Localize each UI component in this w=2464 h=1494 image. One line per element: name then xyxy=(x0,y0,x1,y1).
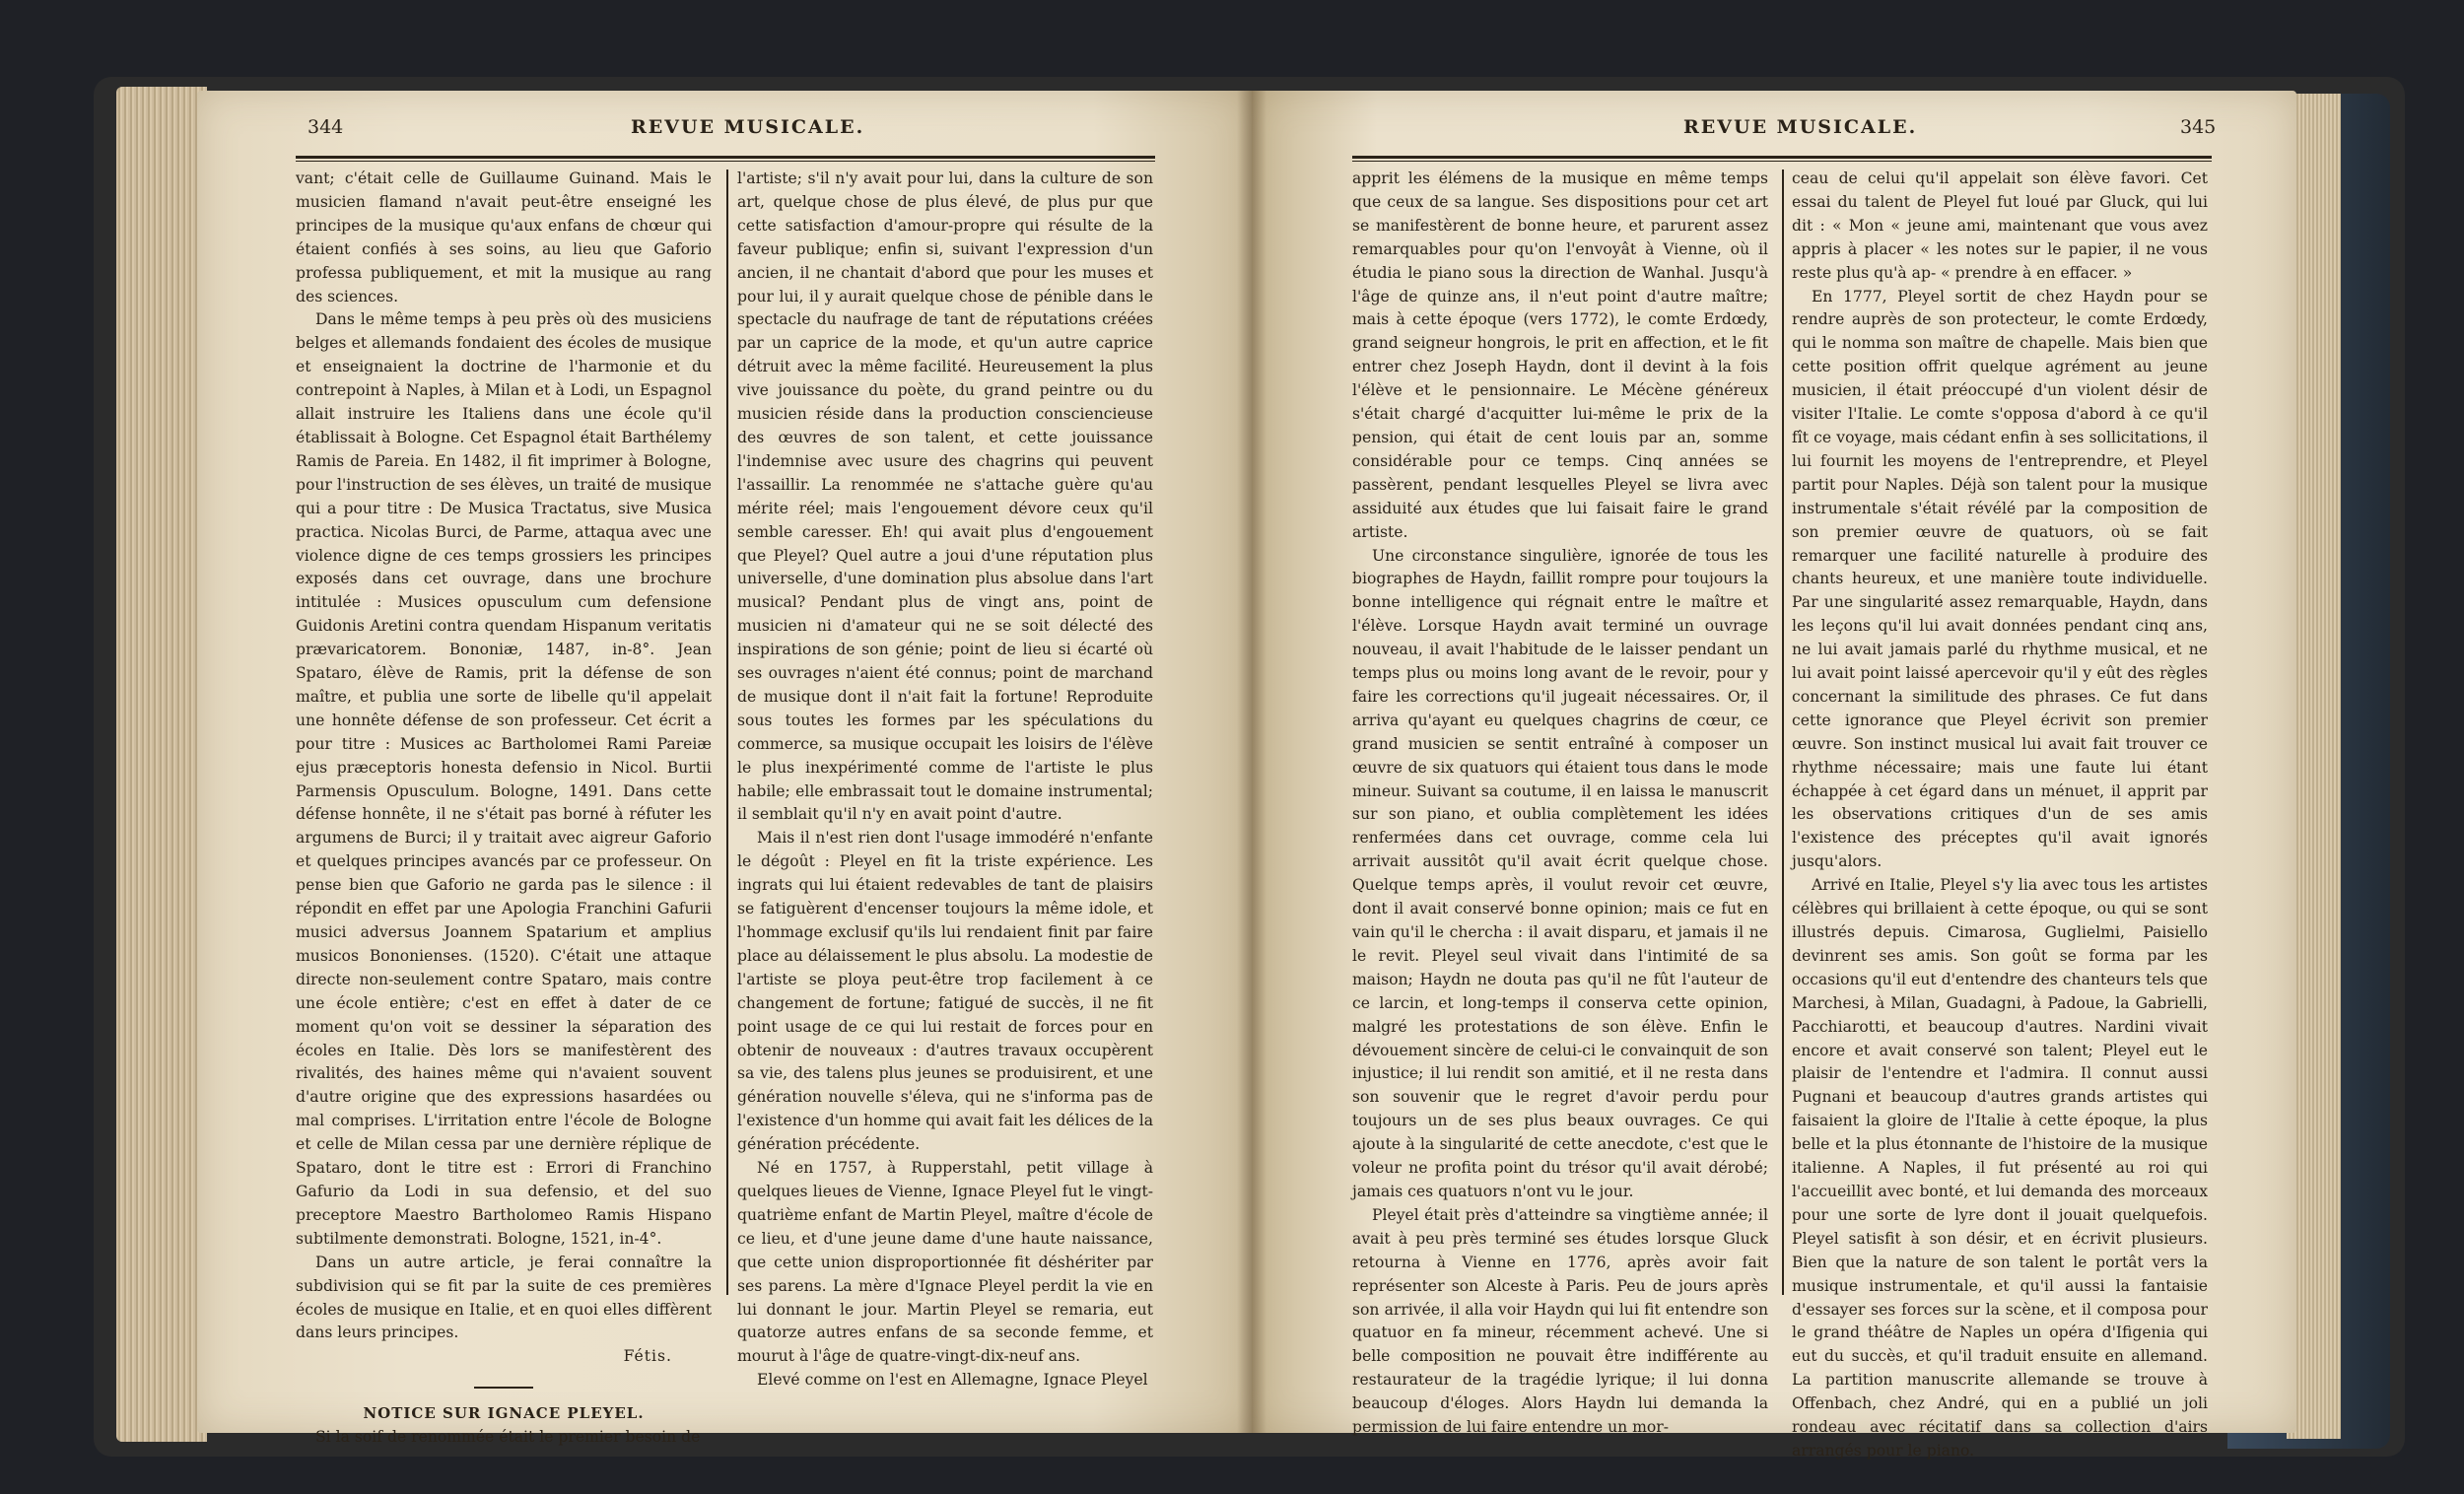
paragraph: Si la soif de renommée était le premier besoin de xyxy=(315,1428,701,1447)
paragraph: vant; c'était celle de Guillaume Guinand. Mais le musicien flamand n'avait peut-être enseigné les principes de la musique qu'aux enfans de chœur qui étaient confiés à ses soins, au lieu que Gaforio professa publiquement, et mit la musique au rang des sciences. xyxy=(296,170,712,306)
paragraph: Mais il n'est rien dont l'usage immodéré n'enfante le dégoût : Pleyel en fit la triste expérience. Les ingrats qui lui étaient redevables de tant de plaisirs se fatiguèrent d'encenser toujours la même idole, et l'hommage exclusif qu'ils lui rendaient finit par faire place au délaissement le plus absolu. La modestie de l'artiste se ploya peut-être trop facilement à ce changement de fortune; fatigué de succès, il ne fit point usage de ce qui lui restait de forces pour en obtenir de nouveaux : d'autres travaux occupèrent sa vie, des talens plus jeunes se produisirent, et une génération nouvelle s'éleva, qui ne s'informa pas de l'existence d'un homme qui avait fait les délices de la génération précédente. xyxy=(737,829,1153,1154)
page-edges-left xyxy=(116,87,207,1442)
right-column-1 xyxy=(1352,168,1768,1440)
paragraph: ceau de celui qu'il appelait son élève favori. Cet essai du talent de Pleyel fut loué par Gluck, qui lui dit : « Mon « jeune ami, maintenant que vous avez appris à placer « les notes sur le papier, il ne vous reste plus qu'à ap- « prendre à en effacer. » xyxy=(1792,170,2208,282)
right-column-2 xyxy=(1792,168,2208,1463)
left-column-separator xyxy=(726,170,728,1295)
author-signature: Fétis. xyxy=(623,1347,672,1366)
left-column-1 xyxy=(296,168,712,1450)
paragraph: Dans un autre article, je ferai connaître la subdivision qui se fit par la suite de ces premières écoles de musique en Italie, et en quoi elles diffèrent dans leurs principes. xyxy=(296,1253,712,1342)
paragraph: Elevé comme on l'est en Allemagne, Ignace Pleyel xyxy=(757,1371,1148,1390)
paragraph: l'artiste; s'il n'y avait pour lui, dans la culture de son art, quelque chose de plus élevé, de plus pur que cette satisfaction d'amour-propre qui résulte de la faveur publique; enfin si, suivant l'expression d'un ancien, il ne chantait d'abord que pour les muses et pour lui, il y aurait quelque chose de pénible dans le spectacle du naufrage de tant de réputations créées par un caprice de la mode, et qu'un autre caprice détruit avec la même facilité. Heureusement la plus vive jouissance du poète, du grand peintre ou du musicien réside dans la production consciencieuse des œuvres de son talent, et cette jouissance l'indemnise avec usure des chagrins qui peuvent l'assaillir. La renommée ne s'attache guère qu'au mérite réel; mais l'engouement dévore ceux qu'il semble caresser. Eh! qui avait plus d'engouement que Pleyel? Quel autre a joui d'une réputation plus universelle, d'une domination plus absolue dans l'art musical? Pendant plus de vingt ans, point de musicien ni d'amateur qui ne se soit délecté des inspirations de son génie; point de lieu si écarté où ses ouvrages n'aient été connus; point de marchand de musique dont il n'ait fait la fortune! Reproduite sous toutes les formes par les spéculations du commerce, sa musique occupait les loisirs de l'élève le plus inexpérimenté comme de l'artiste le plus habile; elle embrassait tout le domaine instrumental; il semblait qu'il n'y en avait point d'autre. xyxy=(737,170,1153,824)
right-column-separator xyxy=(1782,170,1784,1295)
paragraph: Pleyel était près d'atteindre sa vingtième année; il avait à peu près terminé ses études lorsque Gluck retourna à Vienne en 1776, après avoir fait représenter son Alceste à Paris. Peu de jours après son arrivée, il alla voir Haydn qui lui fit entendre son quatuor en fa mineur, récemment achevé. Une si belle composition ne pouvait être indifférente au restaurateur de la tragédie lyrique; il lui donna beaucoup d'éloges. Alors Haydn lui demanda la permission de lui faire entendre un mor- xyxy=(1352,1205,1768,1437)
paragraph: Arrivé en Italie, Pleyel s'y lia avec tous les artistes célèbres qui brillaient à cette époque, ou qui se sont illustrés depuis. Cimarosa, Guglielmi, Paisiello devinrent ses amis. Son goût se forma par les occasions qu'il eut d'entendre des chanteurs tels que Marchesi, à Milan, Guadagni, à Padoue, la Gabrielli, Pacchiarotti, et beaucoup d'autres. Nardini vivait encore et avait conservé son talent; Pleyel eut le plaisir de l'entendre et l'admira. Il connut aussi Pugnani et beaucoup d'autres grands artistes qui faisaient la gloire de l'Italie à cette époque, la plus belle et la plus étonnante de l'histoire de la musique italienne. A Naples, il fut présenté au roi qui l'accueillit avec bonté, et lui demanda des morceaux pour une sorte de lyre dont il jouait quelquefois. Pleyel satisfit à son désir, et en écrivit plusieurs. Bien que la nature de son talent le portât vers la musique instrumentale, et qu'il aussi la fantaisie d'essayer ses forces sur la scène, et il composa pour le grand théâtre de Naples un opéra d'Ifigenia qui eut du succès, et qu'il traduit ensuite en allemand. La partition manuscrite allemande se trouve à Offenbach, chez André, qui en a publié un joli rondeau avec récitatif dans sa collection d'airs arrangés pour le piano. xyxy=(1792,876,2208,1460)
section-divider xyxy=(474,1387,533,1389)
paragraph: Dans le même temps à peu près où des musiciens belges et allemands fondaient des écoles de musique et enseignaient la doctrine de l'harmonie et du contrepoint à Naples, à Milan et à Lodi, un Espagnol allait instruire les Italiens dans une école qu'il établissait à Bologne. Cet Espagnol était Barthélemy Ramis de Pareia. En 1482, il fit imprimer à Bologne, pour l'instruction de ses élèves, un traité de musique qui a pour titre : De Musica Tractatus, sive Musica practica. Nicolas Burci, de Parme, attaqua avec une violence digne de ces temps grossiers les principes exposés dans cet ouvrage, dans une brochure intitulée : Musices opusculum cum defensione Guidonis Aretini contra quendam Hispanum veritatis prævaricatorem. Bononiæ, 1487, in-8°. Jean Spataro, élève de Ramis, prit la défense de son maître, et publia une sorte de libelle qu'il appelait une honnête défense de son professeur. Cet écrit a pour titre : Musices ac Bartholomei Rami Pareiæ ejus præceptoris honesta defensio in Nicol. Burtii Parmensis Opusculum. Bologne, 1491. Dans cette défense honnête, il ne s'était pas borné à réfuter les argumens de Burci; il y traitait avec aigreur Gaforio et quelques principes avancés par ce professeur. On pense bien que Gaforio ne garda pas le silence : il répondit en effet par une Apologia Franchini Gafurii musici adversus Joannem Spatarium et amplius musicos Bononienses. (1520). C'était une attaque directe non-seulement contre Spataro, mais contre une école entière; c'est en effet à dater de ce moment qu'on voit se dessiner la séparation des écoles en Italie. Dès lors se manifestèrent des rivalités, des haines même qui n'avaient souvent d'autre origine que des expressions hasardées ou mal comprises. L'irritation entre l'école de Bologne et celle de Milan cessa par une dernière réplique de Spataro, dont le titre est : Errori di Franchino Gafurio da Lodi in sua defensio, et del suo preceptore Maestro Bartholomeo Ramis Hispano subtilmente demonstrati. Bologne, 1521, in-4°. xyxy=(296,310,712,1248)
paragraph: Né en 1757, à Rupperstahl, petit village à quelques lieues de Vienne, Ignace Pleyel fut le vingt-quatrième enfant de Martin Pleyel, maître d'école de ce lieu, et d'une jeune dame d'une haute naissance, que cette union disproportionnée fit déshériter par ses parens. La mère d'Ignace Pleyel perdit la vie en lui donnant le jour. Martin Pleyel se remaria, eut quatorze autres enfans de sa seconde femme, et mourut à l'âge de quatre-vingt-dix-neuf ans. xyxy=(737,1159,1153,1366)
right-header-rule xyxy=(1352,156,2212,159)
left-header-rule xyxy=(296,156,1155,159)
notice-title: NOTICE SUR IGNACE PLEYEL. xyxy=(363,1404,645,1423)
paragraph: Une circonstance singulière, ignorée de tous les biographes de Haydn, faillit rompre pour toujours la bonne intelligence qui régnait entre le maître et l'élève. Lorsque Haydn avait terminé un ouvrage nouveau, il avait l'habitude de le laisser pendant un temps plus ou moins long avant de le revoir, pour y faire les corrections qu'il jugeait nécessaires. Or, il arriva qu'ayant eu quelques chagrins de cœur, ce grand musicien se sentit entraîné à composer un œuvre de six quatuors qui étaient tous dans le mode mineur. Suivant sa coutume, il en laissa le manuscrit sur son piano, et oublia complètement les idées renfermées dans cet ouvrage, comme cela lui arrivait aussitôt qu'il avait écrit quelque chose. Quelque temps après, il voulut revoir cet œuvre, dont il avait conservé bonne opinion; mais ce fut en vain qu'il le chercha : il avait disparu, et jamais il ne le revit. Pleyel seul vivait dans l'intimité de sa maison; Haydn ne douta pas qu'il ne fût l'auteur de ce larcin, et long-temps il conserva cette opinion, malgré les protestations de son élève. Enfin le dévouement sincère de celui-ci le convainquit de son injustice; il lui rendit son amitié, et il ne resta dans son souvenir que le regret d'avoir perdu pour toujours un de ses plus beaux ouvrages. Ce qui ajoute à la singularité de cette anecdote, c'est que le voleur ne profita point du trésor qu'il avait dérobé; jamais ces quatuors n'ont vu le jour. xyxy=(1352,546,1768,1200)
left-running-head: REVUE MUSICALE. xyxy=(631,116,865,138)
left-column-2 xyxy=(737,168,1153,1392)
left-header-rule-thin xyxy=(296,161,1155,162)
right-running-head: REVUE MUSICALE. xyxy=(1683,116,1918,138)
paragraph: En 1777, Pleyel sortit de chez Haydn pour se rendre auprès de son protecteur, le comte Erdœdy, qui le nomma son maître de chapelle. Mais bien que cette position offrit quelque agrément au jeune musicien, il était préoccupé d'un violent désir de visiter l'Italie. Le comte s'opposa d'abord à ce qu'il fît ce voyage, mais cédant enfin à ses sollicitations, il lui fournit les moyens de l'entreprendre, et Pleyel partit pour Naples. Déjà son talent pour la musique instrumentale s'était révélé par la composition de son premier œuvre de quatuors, où se fait remarquer une facilité naturelle à produire des chants heureux, et une manière toute individuelle. Par une singularité assez remarquable, Haydn, dans les leçons qu'il lui avait données pendant cinq ans, ne lui avait jamais parlé du rhythme musical, et ne lui avait point laissé apercevoir qu'il y eût des règles concernant la similitude des phrases. Ce fut dans cette ignorance que Pleyel écrivit son premier œuvre. Son instinct musical lui avait fait trouver ce rhythme nécessaire; mais une faute lui étant échappée à cet égard dans un ménuet, il apprit par les observations critiques d'un de ses amis l'existence des préceptes qu'il avait ignorés jusqu'alors. xyxy=(1792,287,2208,871)
left-page-number: 344 xyxy=(308,116,344,138)
book-gutter xyxy=(1237,91,1266,1433)
paragraph: apprit les élémens de la musique en même temps que ceux de sa langue. Ses dispositions pour cet art se manifestèrent de bonne heure, et parurent assez remarquables pour qu'on l'envoyât à Vienne, où il étudia le piano sous la direction de Wanhal. Jusqu'à l'âge de quinze ans, il n'eut point d'autre maître; mais à cette époque (vers 1772), le comte Erdœdy, grand seigneur hongrois, le prit en affection, et le fit entrer chez Joseph Haydn, dont il devint à la fois l'élève et le pensionnaire. Le Mécène généreux s'était chargé d'acquitter lui-même le prix de la pension, qui était de cent louis par an, somme considérable pour ce temps. Cinq années se passèrent, pendant lesquelles Pleyel se livra avec assiduité aux études que lui faisait faire le grand artiste. xyxy=(1352,170,1768,541)
right-page-number: 345 xyxy=(2180,116,2217,138)
right-header-rule-thin xyxy=(1352,161,2212,162)
